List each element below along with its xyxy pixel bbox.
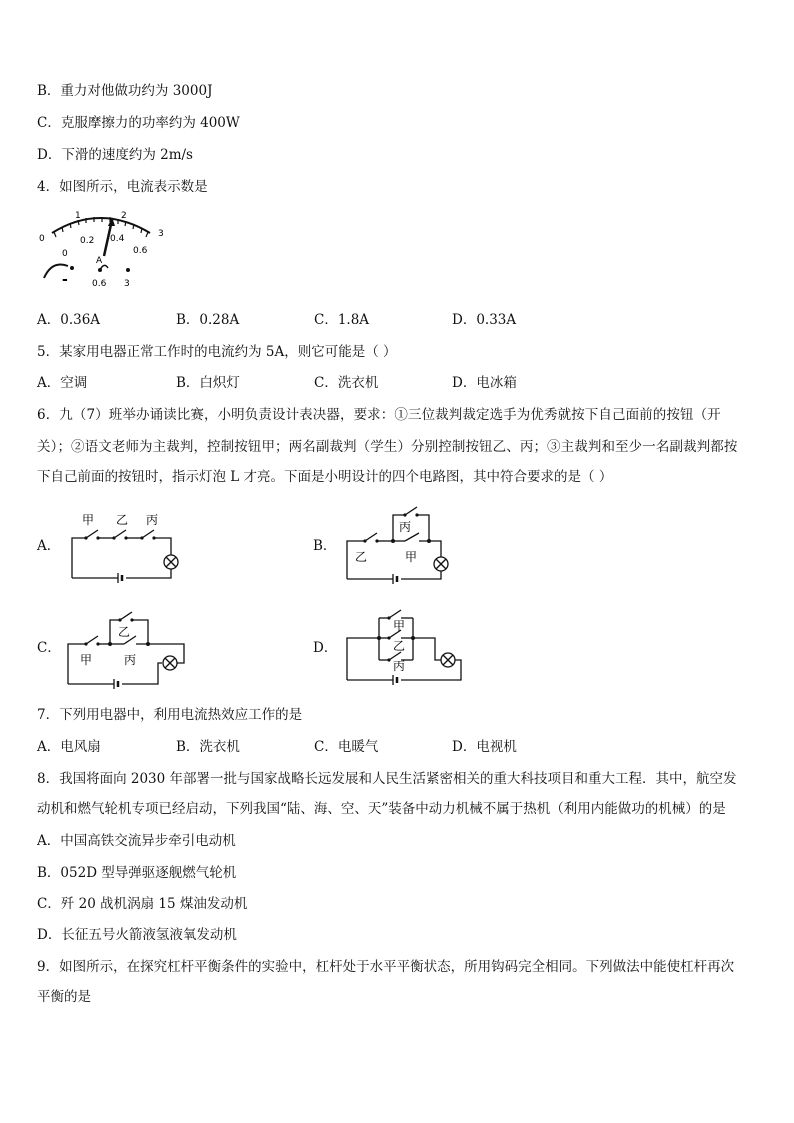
q3-option-b: B．重力对他做功约为 3000J (37, 83, 213, 99)
meter-terminal-3: 3 (124, 279, 130, 289)
q6-stem-line1: 6．九（7）班举办诵读比赛，小明负责设计表决器，要求：①三位裁判裁定选手为优秀就按下自己面前的按钮（开 (37, 407, 721, 423)
q8-stem-line1: 8．我国将面向 2030 年部署一批与国家战略长远发展和人民生活紧密相关的重大科技项目和重大工程．其中，航空发 (37, 771, 737, 787)
meter-bottom-scale-02: 0.2 (80, 236, 95, 246)
q8-option-b: B．052D 型导弹驱逐舰燃气轮机 (37, 865, 237, 881)
q5-option-a: A．空调 (37, 375, 88, 391)
circuit-d-switch-bing: 丙 (393, 659, 406, 673)
q7-stem: 7．下列用电器中，利用电流热效应工作的是 (37, 707, 303, 723)
circuit-c-switch-bing: 丙 (124, 653, 137, 667)
q8-option-a: A．中国高铁交流异步牵引电动机 (37, 833, 236, 849)
circuit-a-switch-bing: 丙 (146, 513, 159, 527)
circuit-d-switch-jia: 甲 (393, 619, 406, 633)
circuit-a-switch-yi: 乙 (116, 513, 129, 527)
circuit-d-label: D． (313, 640, 338, 656)
meter-terminal-a: A (96, 256, 103, 266)
q5-option-d: D．电冰箱 (452, 375, 517, 391)
q4-option-a: A．0.36A (37, 312, 101, 328)
meter-top-scale-1: 1 (75, 211, 81, 221)
q6-stem-line3: 下自己前面的按钮时，指示灯泡 L 才亮。下面是小明设计的四个电路图，其中符合要求的是（ ） (37, 469, 613, 485)
q7-option-c: C．电暖气 (314, 739, 379, 755)
circuit-a-switch-jia: 甲 (82, 513, 95, 527)
circuit-d-switch-yi: 乙 (393, 639, 406, 653)
meter-top-scale-0: 0 (39, 234, 45, 244)
q8-option-c: C．歼 20 战机涡扇 15 煤油发动机 (37, 896, 248, 912)
q4-option-c: C．1.8A (314, 312, 370, 328)
q4-stem: 4．如图所示，电流表示数是 (37, 179, 208, 195)
circuit-b-diagram (345, 505, 465, 583)
circuit-b-switch-jia: 甲 (405, 550, 418, 564)
q4-option-d: D．0.33A (452, 312, 517, 328)
q3-option-c: C．克服摩擦力的功率约为 400W (37, 115, 240, 131)
q3-option-d: D．下滑的速度约为 2m/s (37, 147, 193, 163)
meter-bottom-scale-06: 0.6 (133, 246, 148, 256)
circuit-c-diagram (66, 608, 186, 688)
q9-stem-line1: 9．如图所示，在探究杠杆平衡条件的实验中，杠杆处于水平平衡状态，所用钩码完全相同。下列做法中能使杠杆再次 (37, 959, 735, 975)
q9-stem-line2: 平衡的是 (37, 989, 91, 1005)
meter-top-scale-3: 3 (158, 229, 164, 239)
meter-terminal-minus: - (62, 272, 68, 288)
meter-bottom-scale-04: 0.4 (110, 234, 125, 244)
circuit-b-label: B． (313, 538, 337, 554)
q6-stem-line2: 关）；②语文老师为主裁判，控制按钮甲；两名副裁判（学生）分别控制按钮乙、丙；③主裁判和至少一名副裁判都按 (37, 439, 738, 455)
meter-terminal-06: 0.6 (92, 279, 107, 289)
circuit-c-switch-jia: 甲 (80, 653, 93, 667)
meter-top-scale-2: 2 (121, 211, 127, 221)
q8-option-d: D．长征五号火箭液氢液氧发动机 (37, 927, 237, 943)
circuit-a-label: A． (37, 538, 61, 554)
q7-option-d: D．电视机 (452, 739, 517, 755)
circuit-a-diagram (70, 508, 190, 583)
ammeter-figure (38, 208, 168, 293)
meter-bottom-scale-0: 0 (62, 249, 68, 259)
circuit-b-switch-yi: 乙 (355, 550, 368, 564)
circuit-d-diagram (345, 608, 465, 688)
q5-option-b: B．白炽灯 (176, 375, 240, 391)
q5-stem: 5．某家用电器正常工作时的电流约为 5A，则它可能是（ ） (37, 344, 397, 360)
q4-option-b: B．0.28A (176, 312, 240, 328)
q7-option-a: A．电风扇 (37, 739, 101, 755)
circuit-b-switch-bing: 丙 (399, 520, 412, 534)
q5-option-c: C．洗衣机 (314, 375, 379, 391)
circuit-c-switch-yi: 乙 (118, 625, 131, 639)
q7-option-b: B．洗衣机 (176, 739, 240, 755)
q8-stem-line2: 动机和燃气轮机专项已经启动，下列我国“陆、海、空、天”装备中动力机械不属于热机（利用内能做功的机械）的是 (37, 801, 726, 817)
circuit-c-label: C． (37, 640, 61, 656)
